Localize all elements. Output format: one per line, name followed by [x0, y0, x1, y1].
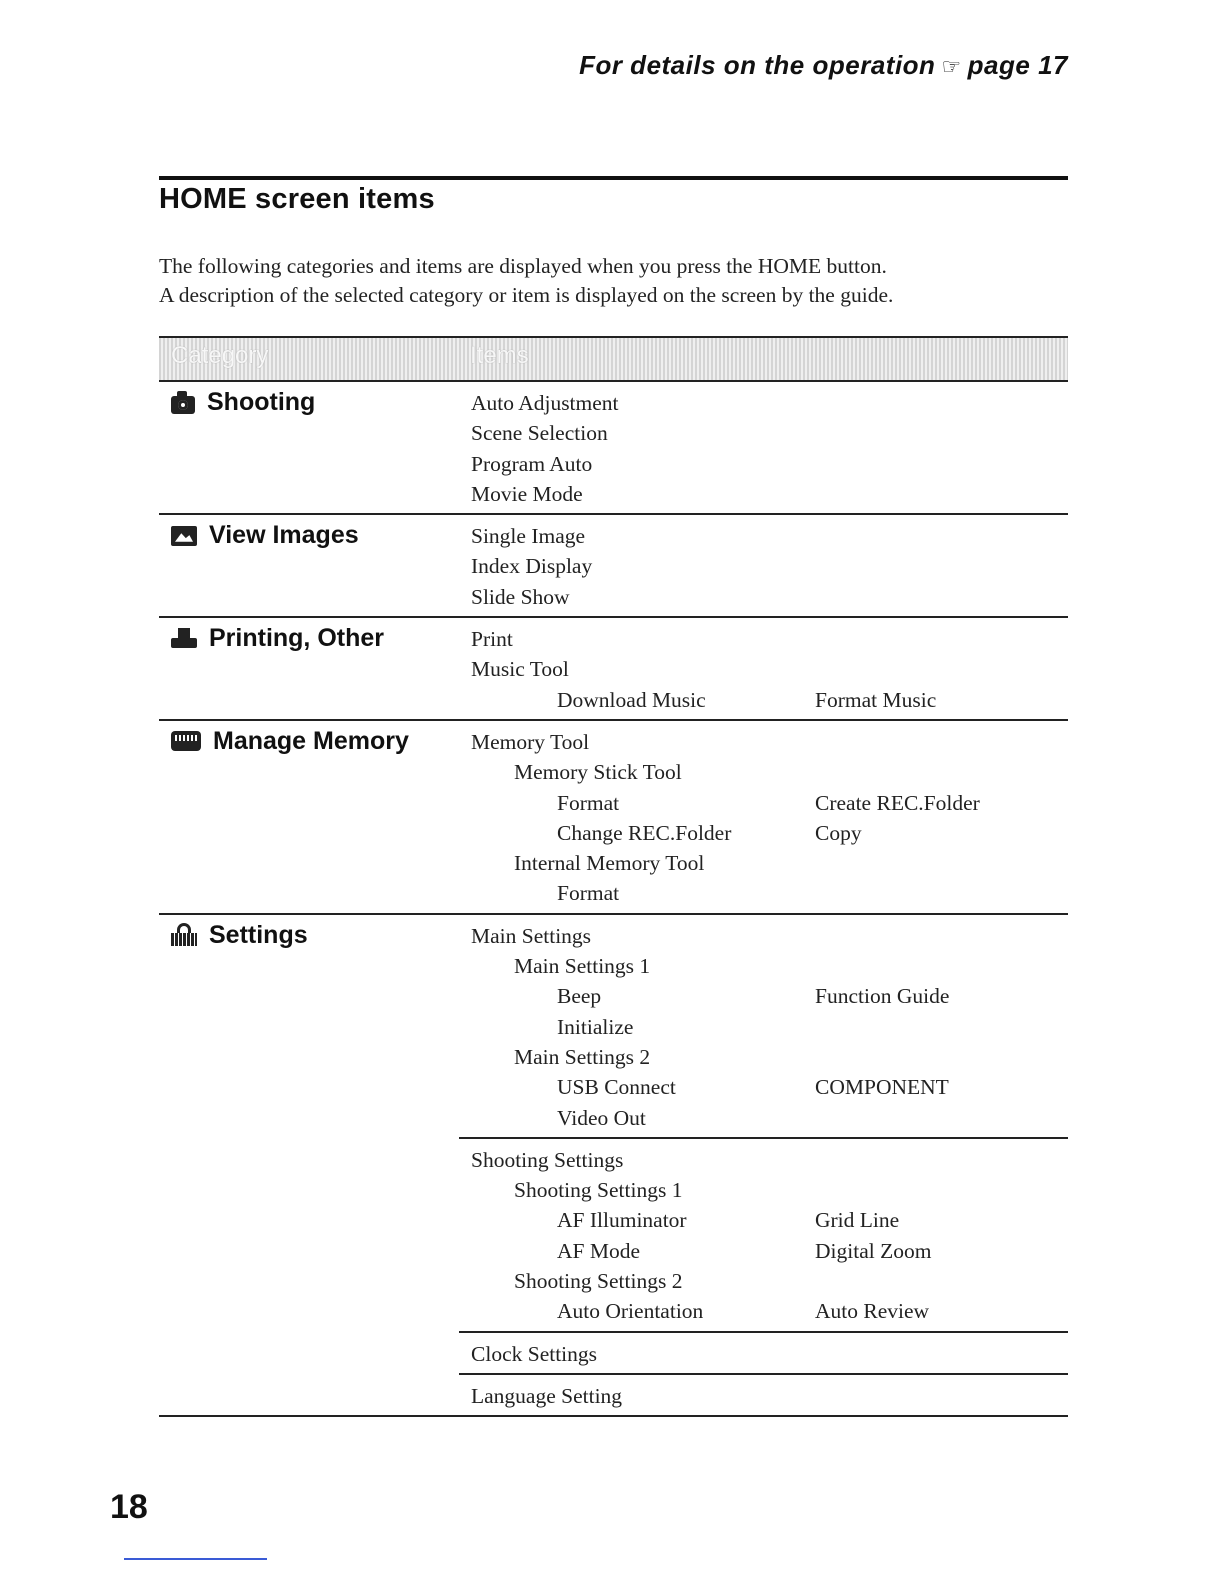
- category-label: [171, 624, 384, 653]
- category-name: Manage Memory: [213, 726, 409, 755]
- list-item: Slide Show: [471, 584, 570, 609]
- list-item: Single Image: [471, 524, 586, 549]
- item-text: COMPONENT: [815, 1075, 949, 1100]
- list-item: [471, 981, 1068, 1011]
- subgroup-language-setting: [459, 1373, 1068, 1415]
- category-name: Printing, Other: [209, 624, 384, 653]
- column-header-category: Category: [171, 342, 269, 369]
- list-item: Clock Settings: [471, 1341, 598, 1366]
- list-item: Language Setting: [471, 1383, 623, 1408]
- list-item: Internal Memory Tool: [514, 851, 705, 876]
- section-rule: [159, 176, 1068, 180]
- list-item: Shooting Settings: [471, 1147, 624, 1172]
- category-manage-memory: [159, 721, 1068, 915]
- item-list: [471, 1333, 1068, 1373]
- category-shooting: [159, 382, 1068, 515]
- list-item: Video Out: [557, 1105, 646, 1130]
- list-item: [471, 1205, 1068, 1235]
- item-list: [471, 721, 1068, 913]
- item-text: Copy: [815, 820, 862, 845]
- list-item: [471, 685, 1068, 715]
- item-text: Change REC.Folder: [557, 820, 732, 845]
- list-item: Shooting Settings 1: [514, 1178, 683, 1203]
- list-item: Memory Stick Tool: [514, 760, 682, 785]
- list-item: [471, 1072, 1068, 1102]
- pointing-hand-icon: ☞: [941, 54, 962, 79]
- intro-line: A description of the selected category or item is displayed on the screen by the guide.: [159, 283, 894, 307]
- intro-text: [159, 252, 1068, 310]
- category-label: [171, 521, 359, 550]
- page-number: 18: [110, 1488, 148, 1526]
- table-header: [159, 336, 1068, 382]
- list-item: Memory Tool: [471, 729, 590, 754]
- printer-icon: [171, 628, 197, 650]
- list-item: Main Settings: [471, 923, 592, 948]
- memory-card-icon: [171, 731, 201, 751]
- list-item: [471, 1236, 1068, 1266]
- item-text: Beep: [557, 984, 602, 1009]
- section-title: HOME screen items: [159, 183, 435, 215]
- view-images-icon: [171, 526, 197, 546]
- list-item: Music Tool: [471, 657, 569, 682]
- category-printing-other: [159, 618, 1068, 721]
- list-item: Initialize: [557, 1014, 634, 1039]
- item-text: Digital Zoom: [815, 1238, 932, 1263]
- list-item: Index Display: [471, 554, 593, 579]
- intro-line: The following categories and items are displayed when you press the HOME button.: [159, 254, 887, 278]
- page-reference: [579, 50, 1068, 81]
- category-name: View Images: [209, 521, 359, 550]
- list-item: Print: [471, 627, 513, 652]
- item-list: [471, 618, 1068, 719]
- item-list: [471, 382, 1068, 513]
- item-list-main-settings: [471, 915, 1068, 1137]
- item-text: AF Illuminator: [557, 1208, 687, 1233]
- item-text: Format Music: [815, 687, 937, 712]
- reference-text: For details on the operation: [579, 50, 936, 80]
- list-item: Shooting Settings 2: [514, 1269, 683, 1294]
- category-label: [171, 727, 409, 756]
- list-item: [471, 1296, 1068, 1326]
- category-view-images: [159, 515, 1068, 618]
- item-text: AF Mode: [557, 1238, 641, 1263]
- category-name: Settings: [209, 920, 308, 949]
- list-item: Main Settings 1: [514, 954, 651, 979]
- list-item: [471, 788, 1068, 818]
- list-item: Auto Adjustment: [471, 391, 619, 415]
- item-list: [471, 1375, 1068, 1415]
- item-text: Download Music: [557, 687, 706, 712]
- list-item: Format: [557, 881, 620, 906]
- subgroup-clock-settings: [459, 1331, 1068, 1373]
- category-label: [171, 388, 315, 417]
- item-text: Auto Orientation: [557, 1299, 704, 1324]
- item-text: Function Guide: [815, 984, 950, 1009]
- list-item: [471, 818, 1068, 848]
- list-item: Program Auto: [471, 451, 593, 476]
- item-text: Auto Review: [815, 1299, 930, 1324]
- item-text: Create REC.Folder: [815, 790, 980, 815]
- subgroup-shooting-settings: [459, 1137, 1068, 1331]
- item-list: [471, 515, 1068, 616]
- footer-link-bar[interactable]: [124, 1558, 267, 1560]
- item-text: USB Connect: [557, 1075, 676, 1100]
- item-text: Format: [557, 790, 620, 815]
- camera-icon: [171, 396, 195, 414]
- reference-page[interactable]: page 17: [967, 50, 1068, 80]
- item-text: Grid Line: [815, 1208, 900, 1233]
- item-list: [471, 1139, 1068, 1331]
- list-item: Scene Selection: [471, 421, 608, 446]
- toolbox-icon: [171, 923, 197, 947]
- list-item: Movie Mode: [471, 481, 583, 506]
- home-items-table: [159, 336, 1068, 1417]
- list-item: Main Settings 2: [514, 1044, 651, 1069]
- category-settings: [159, 915, 1068, 1417]
- category-name: Shooting: [207, 388, 316, 416]
- category-label: [171, 921, 308, 950]
- column-header-items: Items: [470, 342, 529, 369]
